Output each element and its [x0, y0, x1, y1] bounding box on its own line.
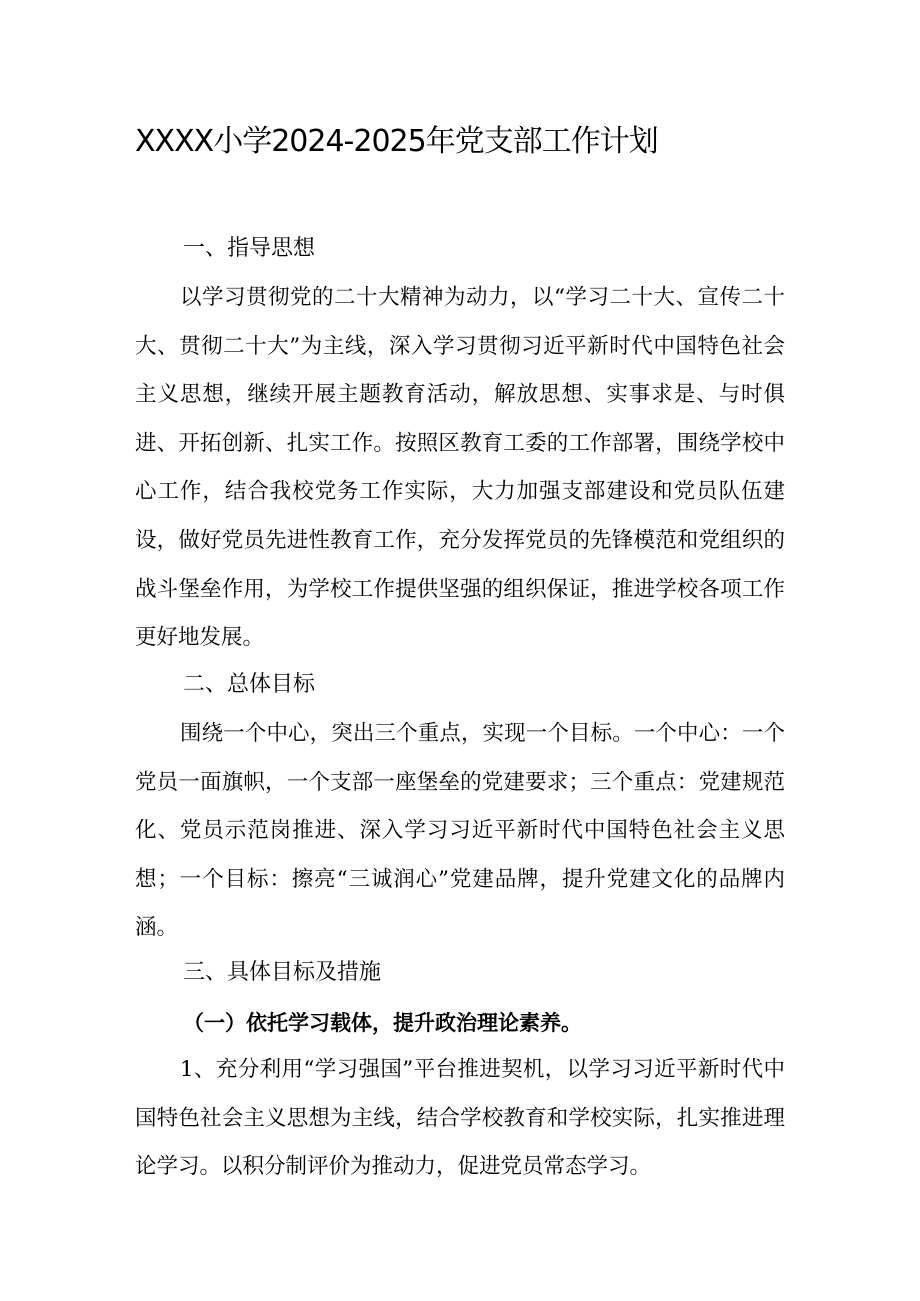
section-heading-guiding-ideology: 一、指导思想: [183, 236, 316, 261]
document-title: XXXX小学2024-2025年党支部工作计划: [135, 124, 658, 159]
section-heading-specific-goals: 三、具体目标及措施: [183, 960, 382, 985]
section-paragraph-guiding-ideology: 以学习贯彻党的二十大精神为动力，以“学习二十大、宣传二十大、贯彻二十大”为主线，深入学习贯彻习近平新时代中国特色社会主义思想，继续开展主题教育活动，解放思想、实事求是、与时俱进、开拓创新、扎实工作。按照区教育工委的工作部署，围绕学校中心工作，结合我校党务工作实际，大力加强支部建设和党员队伍建设，做好党员先进性教育工作，充分发挥党员的先锋模范和党组织的战斗堡垒作用，为学校工作提供坚强的组织保证，推进学校各项工作更好地发展。: [135, 285, 785, 651]
section-paragraph-overall-goal: 围绕一个中心，突出三个重点，实现一个目标。一个中心：一个党员一面旗帜，一个支部一座堡垒的党建要求；三个重点：党建规范化、党员示范岗推进、深入学习习近平新时代中国特色社会主义思想；一个目标：擦亮“三诚润心”党建品牌，提升党建文化的品牌内涵。: [135, 721, 785, 941]
section-paragraph-study-platform: 1、充分利用“学习强国”平台推进契机，以学习习近平新时代中国特色社会主义思想为主线，结合学校教育和学校实际，扎实推进理论学习。以积分制评价为推动力，促进党员常态学习。: [135, 1057, 785, 1180]
section-subheading-study-carrier: （一）依托学习载体，提升政治理论素养。: [183, 1010, 582, 1035]
section-heading-overall-goal: 二、总体目标: [183, 672, 316, 697]
